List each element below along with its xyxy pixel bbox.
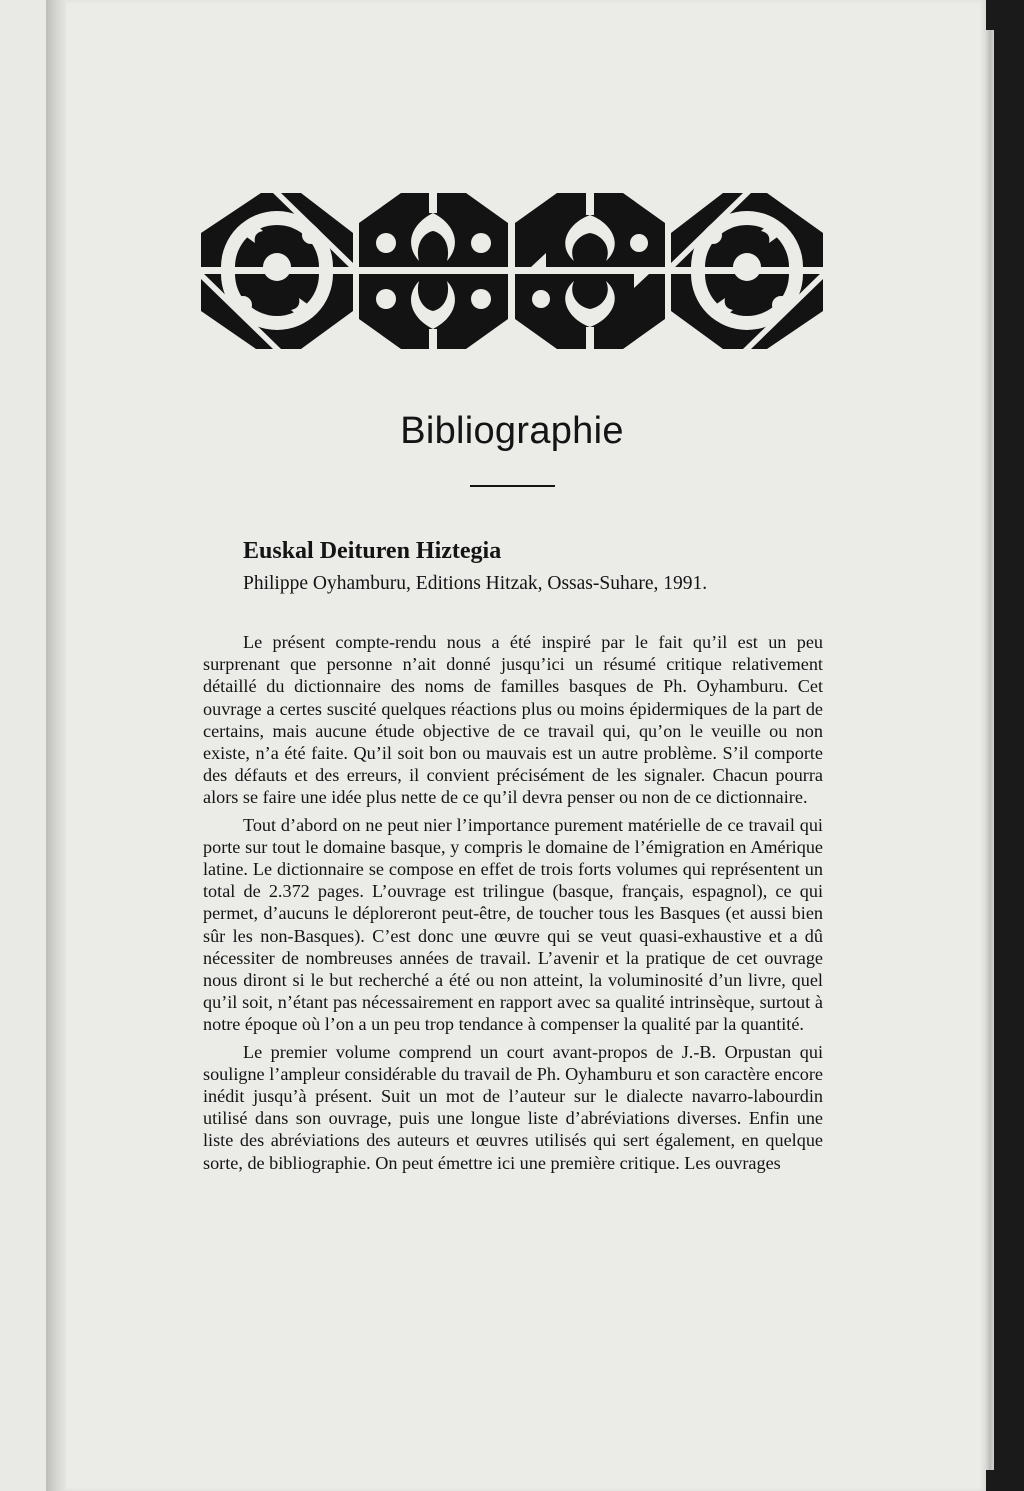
- section-title: Bibliographie: [400, 410, 624, 452]
- paragraph: Le premier volume comprend un court avant-propos de J.-B. Orpustan qui souligne l’ampleur considérable du travail de Ph. Oyhamburu et son caractère encore inédit jusqu’à présent. Suit un mot de l’auteur sur le dialecte navarro-labourdin utilisé dans son ouvrage, puis une longue liste d’abréviations diverses. Enfin une liste des abréviations des auteurs et œuvres utilisés qui sert également, en quelque sorte, de bibliographie. On peut émettre ici une première critique. Les ouvrages: [203, 1041, 823, 1173]
- band-center-line: [201, 267, 823, 274]
- paragraph: Tout d’abord on ne peut nier l’importance purement matérielle de ce travail qui porte sur tout le domaine basque, y compris le domaine de l’émigration en Amérique latine. Le dictionnaire se compose en effet de trois forts volumes qui représentent un total de 2.372 pages. L’ouvrage est trilingue (basque, français, espagnol), ce qui permet, d’aucuns le déploreront peut-être, de toucher tous les Basques (et aussi bien sûr les non-Basques). C’est donc une œuvre qui se veut quasi-exhaustive et a dû nécessiter de nombreuses années de travail. L’avenir et la pratique de cet ouvrage nous diront si le but recherché a été ou non atteint, la voluminosité d’un livre, quel qu’il soit, n’étant pas nécessairement en rapport avec sa qualité intrinsèque, surtout à notre époque où l’on a un peu trop tendance à compenser la qualité par la quantité.: [203, 814, 823, 1035]
- facing-page-edge: [0, 0, 46, 1491]
- ornamental-band: [201, 193, 823, 349]
- review-body: [203, 631, 823, 1174]
- book-reference: Philippe Oyhamburu, Editions Hitzak, Ossas-Suhare, 1991.: [243, 573, 708, 594]
- page-stack-edge: [986, 30, 994, 1470]
- book-title: Euskal Deituren Hiztegia: [243, 538, 502, 564]
- title-rule: [470, 485, 555, 487]
- paragraph: Le présent compte-rendu nous a été inspiré par le fait qu’il est un peu surprenant que personne n’ait donné jusqu’ici un résumé critique relativement détaillé du dictionnaire des noms de familles basques de Ph. Oyhamburu. Cet ouvrage a certes suscité quelques réactions plus ou moins épidermiques de la part de certains, mais aucune étude objective de ce travail qui, qu’on le veuille ou non existe, n’a été faite. Qu’il soit bon ou mauvais est un autre problème. S’il comporte des défauts et des erreurs, il convient précisément de les signaler. Chacun pourra alors se faire une idée plus nette de ce qu’il devra penser ou non de ce dictionnaire.: [203, 632, 823, 808]
- binding-gutter: [46, 0, 66, 1491]
